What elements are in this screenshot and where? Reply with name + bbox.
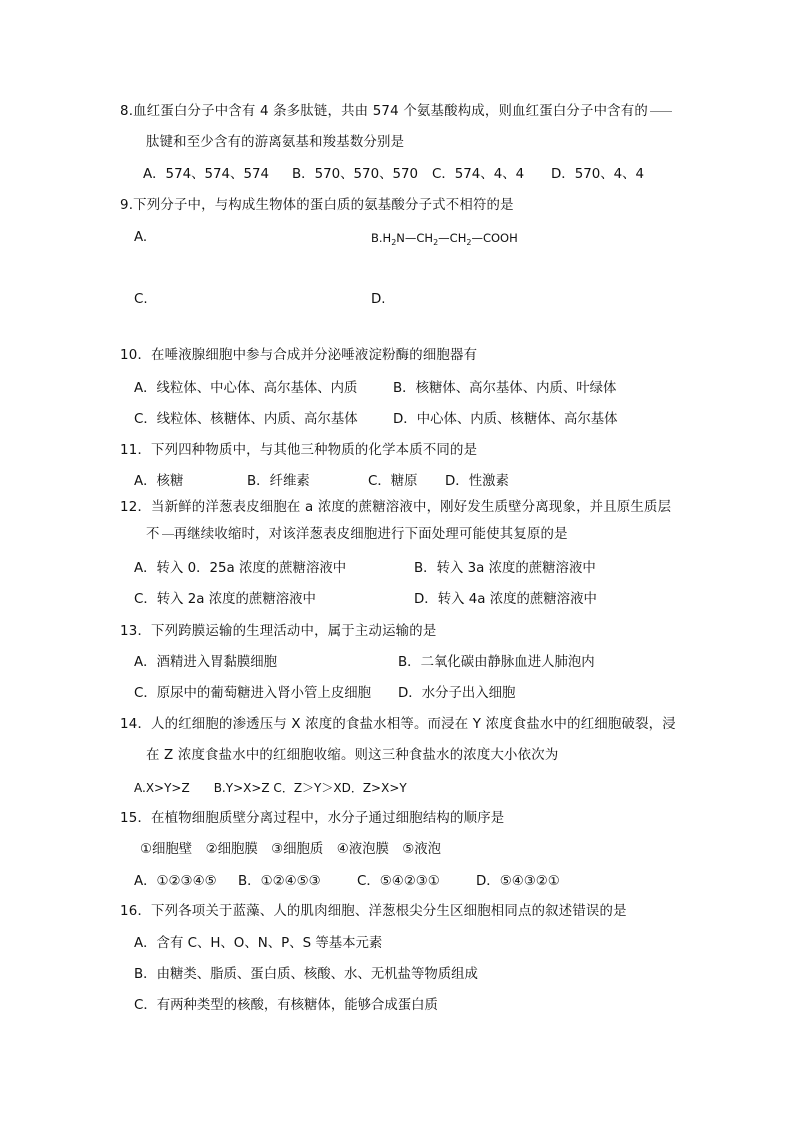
q10-stem: 10．在唾液腺细胞中参与合成并分泌唾液淀粉酶的细胞器有 <box>120 348 478 363</box>
q11-option-d: D．性激素 <box>445 474 509 489</box>
formula-part: —CH <box>438 231 467 245</box>
q12-option-c: C．转入 2a 浓度的蔗糖溶液中 <box>134 592 316 607</box>
scribble-mark <box>162 534 174 535</box>
q11-option-b: B．纤维素 <box>247 474 310 489</box>
q12-option-b: B．转入 3a 浓度的蔗糖溶液中 <box>414 561 596 576</box>
q16-stem: 16．下列各项关于蓝藻、人的肌肉细胞、洋葱根尖分生区细胞相同点的叙述错误的是 <box>120 904 627 919</box>
q15-structures: ①细胞壁 ②细胞膜 ③细胞质 ④液泡膜 ⑤液泡 <box>140 842 442 857</box>
q10-option-c: C．线粒体、核糖体、内质、高尔基体 <box>134 412 358 427</box>
formula-part: H <box>382 231 392 245</box>
q11-option-a: A．核糖 <box>134 474 184 489</box>
q8-option-b: B．570、570、570 <box>292 167 419 182</box>
q16-option-b: B．由糖类、脂质、蛋白质、核酸、水、无机盐等物质组成 <box>134 967 478 982</box>
q12-stem-part2: 再继续收缩时，对该洋葱表皮细胞进行下面处理可能使其复原的是 <box>173 527 568 542</box>
q15-option-d: D．⑤④③②① <box>476 874 560 889</box>
q14-stem: 14．人的红细胞的渗透压与 X 浓度的食盐水相等。而浸在 Y 浓度食盐水中的红细胞破裂，浸 <box>120 717 676 732</box>
q15-option-b: B．①②④⑤③ <box>238 874 321 889</box>
q13-option-b: B．二氧化碳由静脉血进人肺泡内 <box>398 655 595 670</box>
q12-stem-line2 <box>146 526 568 544</box>
q8-option-c: C．574、4、4 <box>432 167 525 182</box>
q10-option-a: A．线粒体、中心体、高尔基体、内质 <box>134 381 358 396</box>
q8-option-d: D．570、4、4 <box>551 167 645 182</box>
scribble-mark <box>650 111 672 112</box>
formula-subscript: 2 <box>433 238 439 247</box>
q12-stem: 12．当新鲜的洋葱表皮细胞在 a 浓度的蔗糖溶液中，刚好发生质壁分离现象，并且原生质层 <box>120 500 672 515</box>
q8-stem-text: 8.血红蛋白分子中含有 4 条多肽链，共由 574 个氨基酸构成，则血红蛋白分子中含有的 <box>120 104 648 119</box>
formula-part: —COOH <box>471 231 518 245</box>
q9-option-a: A. <box>134 230 148 245</box>
q11-stem: 11．下列四种物质中，与其他三种物质的化学本质不同的是 <box>120 443 478 458</box>
q13-stem: 13．下列跨膜运输的生理活动中，属于主动运输的是 <box>120 624 437 639</box>
formula-subscript: 2 <box>466 238 472 247</box>
q12-option-a: A．转入 0．25a 浓度的蔗糖溶液中 <box>134 561 347 576</box>
q16-option-a: A．含有 C、H、O、N、P、S 等基本元素 <box>134 936 383 951</box>
q12-stem-part1: 不 <box>146 527 160 542</box>
q10-option-b: B．核糖体、高尔基体、内质、叶绿体 <box>393 381 617 396</box>
q15-option-a: A．①②③④⑤ <box>134 874 217 889</box>
q8-stem-line2: 肽键和至少含有的游离氨基和羧基数分别是 <box>146 135 405 150</box>
q11-option-c: C．糖原 <box>368 474 418 489</box>
q9-option-c: C. <box>134 292 148 307</box>
q8-stem <box>120 103 672 121</box>
q9-stem: 9.下列分子中，与构成生物体的蛋白质的氨基酸分子式不相符的是 <box>120 198 514 213</box>
q16-option-c: C．有两种类型的核酸，有核糖体，能够合成蛋白质 <box>134 998 438 1013</box>
formula-part: N—CH <box>396 231 434 245</box>
q13-option-c: C．原尿中的葡萄糖进入肾小管上皮细胞 <box>134 686 371 701</box>
q15-option-c: C．⑤④②③① <box>357 874 440 889</box>
q9-option-d: D. <box>371 292 386 307</box>
q14-options: A.X>Y>Z B.Y>X>Z C．Z＞Y＞XD．Z>X>Y <box>134 781 407 795</box>
formula-subscript: 2 <box>391 238 397 247</box>
q13-option-d: D．水分子出入细胞 <box>398 686 516 701</box>
q14-stem-line2: 在 Z 浓度食盐水中的红细胞收缩。则这三种食盐水的浓度大小依次为 <box>146 748 559 763</box>
q9-option-b <box>371 229 518 252</box>
q9-option-b-label: B. <box>371 231 383 245</box>
q12-option-d: D．转入 4a 浓度的蔗糖溶液中 <box>414 592 597 607</box>
q15-stem: 15．在植物细胞质壁分离过程中，水分子通过细胞结构的顺序是 <box>120 811 505 826</box>
q13-option-a: A．酒精进入胃黏膜细胞 <box>134 655 278 670</box>
q8-option-a: A．574、574、574 <box>143 167 270 182</box>
q10-option-d: D．中心体、内质、核糖体、高尔基体 <box>393 412 618 427</box>
